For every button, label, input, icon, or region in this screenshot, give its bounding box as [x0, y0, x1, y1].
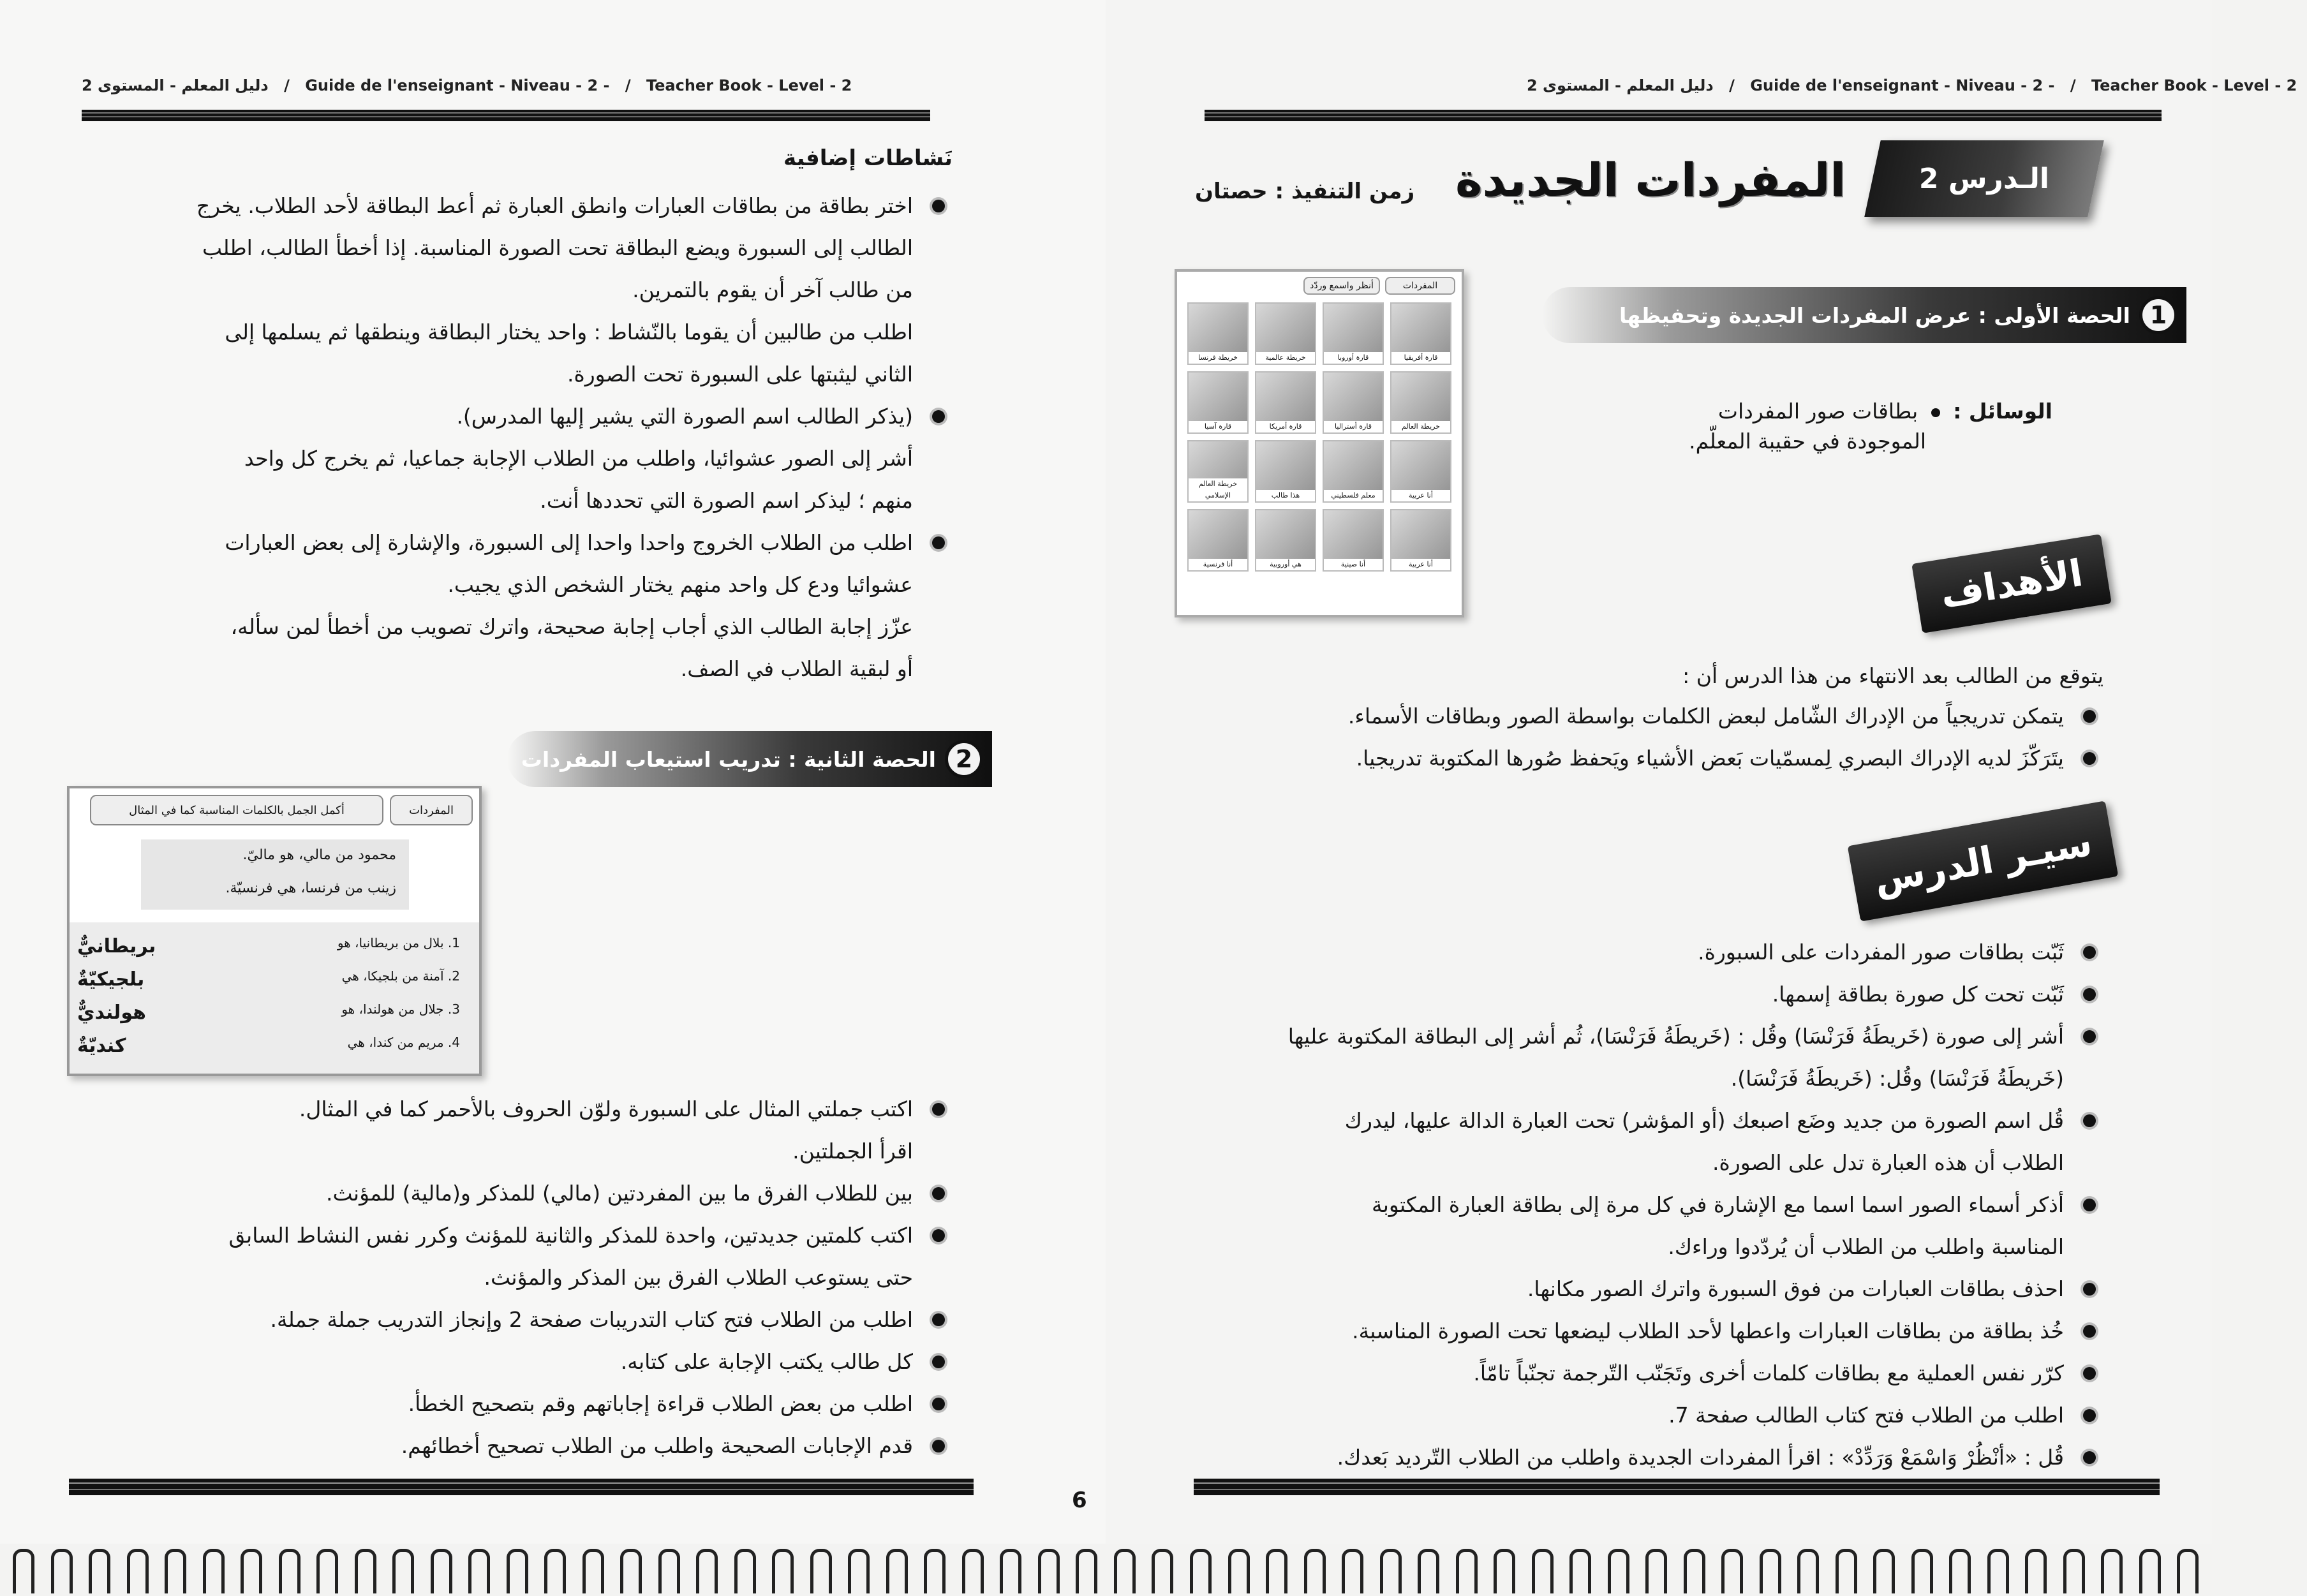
binding-ring	[279, 1549, 300, 1593]
binding-ring	[89, 1549, 110, 1593]
list-item: ثَبّت تحت كل صورة بطاقة إسمها.	[1178, 973, 2103, 1016]
picture-card	[1390, 509, 1451, 572]
list-item: قدم الإجابات الصحيحة واطلب من الطلاب تصحيح أخطائهم.	[72, 1425, 953, 1467]
binding-ring	[1873, 1549, 1895, 1593]
binding-ring	[165, 1549, 186, 1593]
binding-ring	[924, 1549, 946, 1593]
binding-ring	[1532, 1549, 1554, 1593]
picture-card	[1187, 509, 1249, 572]
picture-card-label: أنا صينية	[1324, 559, 1383, 570]
picture-card-label: خريطة عالمية	[1256, 352, 1315, 364]
binding-ring	[316, 1549, 338, 1593]
exercise-answer: هولنديٌّ	[77, 1001, 146, 1024]
list-item: احذف بطاقات العبارات من فوق السبورة واترك الصور مكانها.	[1178, 1268, 2103, 1310]
list-item: عزّز إجابة الطالب الذي أجاب إجابة صحيحة، واترك تصويب من أخطأ لمن سأله،	[230, 614, 913, 639]
binding-ring	[2025, 1549, 2047, 1593]
spiral-binding	[0, 1544, 2212, 1596]
materials-label: الوسائل :	[1953, 399, 2052, 424]
exercise-question: 2. آمنة من بلجيكا، هي	[341, 968, 460, 984]
materials-line: بطاقات صور المفردات	[1717, 399, 1918, 424]
list-item: اكتب جملتي المثال على السبورة ولوّن الحروف بالأحمر كما في المثال.	[72, 1088, 953, 1130]
list-item: الطلاب أن هذه العبارة تدل على الصورة.	[1712, 1150, 2064, 1175]
picture-card-label: قارة آسيا	[1189, 421, 1247, 432]
binding-ring	[2101, 1549, 2123, 1593]
objectives-intro: يتوقع من الطالب بعد الانتهاء من هذا الدرس أن :	[1682, 663, 2103, 688]
list-item: أشر إلى صورة (خَريطَةُ فَرَنْسَا) وقُل : (خَريطَةُ فَرَنْسَا)، ثُم أشر إلى البطاقة المكتوبة عليها	[1178, 1016, 2103, 1058]
binding-ring	[203, 1549, 225, 1593]
right-page	[1106, 0, 2297, 1544]
picture-card-label: قارة أستراليا	[1324, 421, 1383, 432]
list-item: حتى يستوعب الطلاب الفرق بين المذكر والمؤنث.	[484, 1265, 913, 1290]
objectives-list	[1178, 695, 2103, 780]
picture-card	[1187, 440, 1249, 503]
binding-ring	[1418, 1549, 1439, 1593]
binding-ring	[1152, 1549, 1173, 1593]
list-item: عشوائيا ودع كل واحد منهم يختار الشخص الذي يجيب.	[447, 572, 913, 597]
picture-card	[1323, 302, 1384, 365]
picture-card	[1255, 302, 1316, 365]
header-part: دليل المعلم - المستوى 2	[82, 77, 269, 94]
picture-card	[1323, 371, 1384, 434]
header-rule	[82, 110, 930, 121]
list-item: الطالب إلى السبورة ويضع البطاقة تحت الصورة المناسبة. إذا أخطأ الطالب، اطلب	[202, 235, 913, 260]
picture-card-label: أنا عربية	[1391, 490, 1450, 501]
session-1-title: الحصة الأولى : عرض المفردات الجديدة وتحفيظها	[1619, 302, 2130, 328]
picture-card-label: قارة أمريكا	[1256, 421, 1315, 432]
binding-ring	[1797, 1549, 1819, 1593]
binding-ring	[1911, 1549, 1933, 1593]
vocabulary-cards-thumbnail	[1175, 269, 1464, 617]
binding-ring	[1266, 1549, 1287, 1593]
list-item: اكتب كلمتين جديدتين، واحدة للمذكر والثانية للمؤنث وكرر نفس النشاط السابق	[72, 1215, 953, 1257]
binding-ring	[1608, 1549, 1629, 1593]
list-item: قُل : «أنْظُرْ وَاسْمَعْ وَرَدِّدْ» : اقرأ المفردات الجديدة واطلب من الطلاب التّرديد بَعدك.	[1178, 1437, 2103, 1479]
list-item: منهم ؛ ليذكر اسم الصورة التي تحددها أنت.	[540, 488, 913, 513]
session-number-badge: 2	[945, 740, 983, 778]
objectives-heading: الأهداف	[1938, 550, 2086, 617]
exercise-answer: كنديّةٌ	[77, 1035, 126, 1057]
picture-card-label: أنا عربية	[1391, 559, 1450, 570]
bullet-dot	[1931, 408, 1940, 417]
list-item: اطلب من الطلاب فتح كتاب التدريبات صفحة 2 وإنجاز التدريب جملة جملة.	[72, 1299, 953, 1341]
header-rule	[1205, 110, 2162, 121]
materials-line-2: الموجودة في حقيبة المعلّم.	[1689, 429, 1926, 454]
list-item: (يذكر الطالب اسم الصورة التي يشير إليها المدرس).	[72, 395, 953, 438]
binding-ring	[2177, 1549, 2199, 1593]
binding-ring	[51, 1549, 73, 1593]
session-1-bar	[1542, 287, 2186, 343]
binding-ring	[127, 1549, 149, 1593]
execution-time: زمن التنفيذ : حصتان	[1195, 179, 1415, 204]
binding-ring	[1228, 1549, 1250, 1593]
header-part: دليل المعلم - المستوى 2	[1527, 77, 1714, 94]
example-line: زينب من فرنسا، هي فرنسيّة.	[225, 880, 396, 896]
list-item: قُل اسم الصورة من جديد وضَع اصبعك (أو المؤشر) تحت العبارة الدالة عليها، ليدرك	[1178, 1100, 2103, 1142]
picture-card	[1255, 509, 1316, 572]
thumb-tab-vocabulary: المفردات	[1385, 277, 1455, 295]
list-item: المناسبة واطلب من الطلاب أن يُردّدوا وراءك.	[1668, 1234, 2064, 1259]
binding-ring	[1721, 1549, 1743, 1593]
lesson-number: الـدرس 2	[1918, 162, 2050, 195]
list-item: بين للطلاب الفرق ما بين المفردتين (مالي) للمذكر و(مالية) للمؤنث.	[72, 1172, 953, 1215]
binding-ring	[1304, 1549, 1326, 1593]
procedure-heading: سيـر الدرس	[1871, 820, 2095, 902]
binding-ring	[886, 1549, 908, 1593]
binding-ring	[431, 1549, 452, 1593]
binding-ring	[507, 1549, 528, 1593]
binding-ring	[582, 1549, 604, 1593]
example-line: محمود من مالي، هو ماليّ.	[242, 847, 396, 863]
picture-card-label: قارة أفريقيا	[1391, 352, 1450, 364]
exercise-row	[77, 935, 460, 957]
binding-ring	[2139, 1549, 2161, 1593]
header-part: Teacher Book - Level - 2	[2091, 77, 2297, 94]
binding-ring	[1760, 1549, 1781, 1593]
binding-ring	[658, 1549, 680, 1593]
binding-ring	[1114, 1549, 1136, 1593]
exercise-question: 4. مريم من كندا، هي	[347, 1035, 460, 1050]
session-2-list	[72, 1088, 953, 1467]
picture-card	[1187, 371, 1249, 434]
binding-ring	[734, 1549, 756, 1593]
exercise-tab-vocabulary: المفردات	[390, 795, 473, 825]
binding-ring	[848, 1549, 870, 1593]
binding-ring	[1569, 1549, 1591, 1593]
header-separator: /	[1729, 77, 1735, 94]
page-number: 6	[1072, 1488, 1087, 1513]
header-separator: /	[625, 77, 631, 94]
binding-ring	[1987, 1549, 2009, 1593]
list-item: الثاني ليثبتها على السبورة تحت الصورة.	[567, 362, 913, 387]
picture-card	[1323, 509, 1384, 572]
materials	[1718, 390, 2052, 432]
binding-ring	[1836, 1549, 1857, 1593]
picture-card	[1390, 302, 1451, 365]
procedure-list	[1178, 931, 2103, 1479]
session-number-badge: 1	[2139, 296, 2177, 334]
binding-ring	[1000, 1549, 1021, 1593]
binding-ring	[772, 1549, 794, 1593]
picture-card-label: هي أوروبية	[1256, 559, 1315, 570]
exercise-row	[77, 968, 460, 991]
exercise-answer: بلجيكيّةٌ	[77, 968, 145, 991]
picture-card-label: هذا طالب	[1256, 490, 1315, 501]
extra-activities-list	[72, 185, 953, 690]
binding-ring	[1645, 1549, 1667, 1593]
lesson-badge	[1864, 140, 2104, 217]
picture-card	[1255, 371, 1316, 434]
page-header-left	[82, 77, 862, 94]
thumb-tab-look-listen: أنظر واسمع وردّد	[1303, 277, 1380, 295]
list-item: أو لبقية الطلاب في الصف.	[680, 656, 913, 681]
list-item: كل طالب يكتب الإجابة على كتابه.	[72, 1341, 953, 1383]
footer-rule	[69, 1479, 974, 1495]
binding-ring	[810, 1549, 832, 1593]
lesson-title: المفردات الجديدة	[1455, 153, 1846, 207]
binding-ring	[13, 1549, 34, 1593]
list-item: اطلب من طالبين أن يقوما بالنّشاط : واحد يختار البطاقة وينطقها ثم يسلمها إلى	[225, 320, 913, 344]
exercise-question: 1. بلال من بريطانيا، هو	[337, 935, 460, 950]
binding-ring	[1190, 1549, 1212, 1593]
picture-card-label: خريطة العالم الإسلامي	[1189, 478, 1247, 501]
procedure-stamp	[1848, 801, 2119, 921]
binding-ring	[620, 1549, 642, 1593]
binding-ring	[2063, 1549, 2085, 1593]
picture-card-label: خريطة العالم	[1391, 421, 1450, 432]
left-page	[0, 0, 1106, 1544]
list-item: خُذ بطاقة من بطاقات العبارات واعطها لأحد الطلاب ليضعها تحت الصورة المناسبة.	[1178, 1310, 2103, 1352]
binding-ring	[355, 1549, 376, 1593]
extra-activities-title: نَشاطات إضافية	[783, 145, 953, 171]
picture-grid	[1187, 302, 1451, 572]
header-separator: /	[2070, 77, 2076, 94]
picture-card	[1390, 440, 1451, 503]
list-item: اطلب من بعض الطلاب قراءة إجاباتهم وقم بتصحيح الخطأ.	[72, 1383, 953, 1425]
binding-ring	[1949, 1549, 1971, 1593]
exercise-row	[77, 1035, 460, 1057]
picture-card	[1323, 440, 1384, 503]
binding-ring	[544, 1549, 566, 1593]
header-part: Guide de l'enseignant - Niveau - 2 -	[1750, 77, 2055, 94]
binding-ring	[1380, 1549, 1402, 1593]
header-part: Guide de l'enseignant - Niveau - 2 -	[305, 77, 610, 94]
binding-ring	[468, 1549, 490, 1593]
list-item: ثَبّت بطاقات صور المفردات على السبورة.	[1178, 931, 2103, 973]
list-item: من طالب آخر أن يقوم بالتمرين.	[632, 277, 913, 302]
session-2-bar	[507, 731, 992, 787]
exercise-question: 3. جلال من هولندا، هو	[341, 1001, 460, 1017]
list-item: اطلب من الطلاب الخروج واحدا واحدا إلى السبورة، والإشارة إلى بعض العبارات	[72, 522, 953, 564]
binding-ring	[241, 1549, 262, 1593]
header-separator: /	[284, 77, 290, 94]
binding-ring	[1076, 1549, 1097, 1593]
binding-ring	[1494, 1549, 1515, 1593]
binding-ring	[962, 1549, 984, 1593]
header-part: Teacher Book - Level - 2	[646, 77, 852, 94]
binding-ring	[1684, 1549, 1705, 1593]
session-2-title: الحصة الثانية : تدريب استيعاب المفردات	[521, 746, 936, 772]
picture-card-label: قارة أوروبا	[1324, 352, 1383, 364]
binding-ring	[392, 1549, 414, 1593]
list-item: يتَرَكّزَ لديه الإدراك البصري لِمسمّيات بَعض الأشياء ويَحفظ صُورها المكتوبة تدريجيا.	[1178, 737, 2103, 780]
binding-ring	[1038, 1549, 1060, 1593]
list-item: اختر بطاقة من بطاقات العبارات وانطق العبارة ثم أعط البطاقة لأحد الطلاب. يخرج	[72, 185, 953, 227]
picture-card	[1390, 371, 1451, 434]
picture-card-label: معلم فلسطيني	[1324, 490, 1383, 501]
list-item: أشر إلى الصور عشوائيا، واطلب من الطلاب الإجابة جماعيا، ثم يخرج كل واحد	[244, 446, 913, 471]
exercise-row	[77, 1001, 460, 1024]
exercise-answer: بريطانيٌّ	[77, 935, 156, 957]
picture-card-label: خريطة فرنسا	[1189, 352, 1247, 364]
binding-ring	[1456, 1549, 1478, 1593]
objectives-stamp	[1911, 534, 2112, 633]
binding-ring	[1342, 1549, 1363, 1593]
list-item: أذكر أسماء الصور اسما اسما مع الإشارة في كل مرة إلى بطاقة العبارة المكتوبة	[1178, 1184, 2103, 1226]
list-item: (خَريطَةُ فَرَنْسَا) وقُل: (خَريطَةُ فَرَنْسَا).	[1730, 1066, 2064, 1091]
binding-ring	[696, 1549, 718, 1593]
footer-rule	[1194, 1479, 2160, 1495]
page-header-right	[1527, 77, 2307, 94]
list-item: اقرأ الجملتين.	[792, 1139, 913, 1164]
picture-card-label: أنا فرنسية	[1189, 559, 1247, 570]
list-item: اطلب من الطلاب فتح كتاب الطالب صفحة 7.	[1178, 1394, 2103, 1437]
list-item: كرّر نفس العملية مع بطاقات كلمات أخرى وتَجَنّب التّرجمة تجنّباً تامّاً.	[1178, 1352, 2103, 1394]
exercise-thumbnail	[67, 786, 482, 1076]
exercise-tab-instruction: أكمل الجمل بالكلمات المناسبة كما في المثال	[90, 795, 383, 825]
picture-card	[1187, 302, 1249, 365]
list-item: يتمكن تدريجياً من الإدراك الشّامل لبعض الكلمات بواسطة الصور وبطاقات الأسماء.	[1178, 695, 2103, 737]
picture-card	[1255, 440, 1316, 503]
